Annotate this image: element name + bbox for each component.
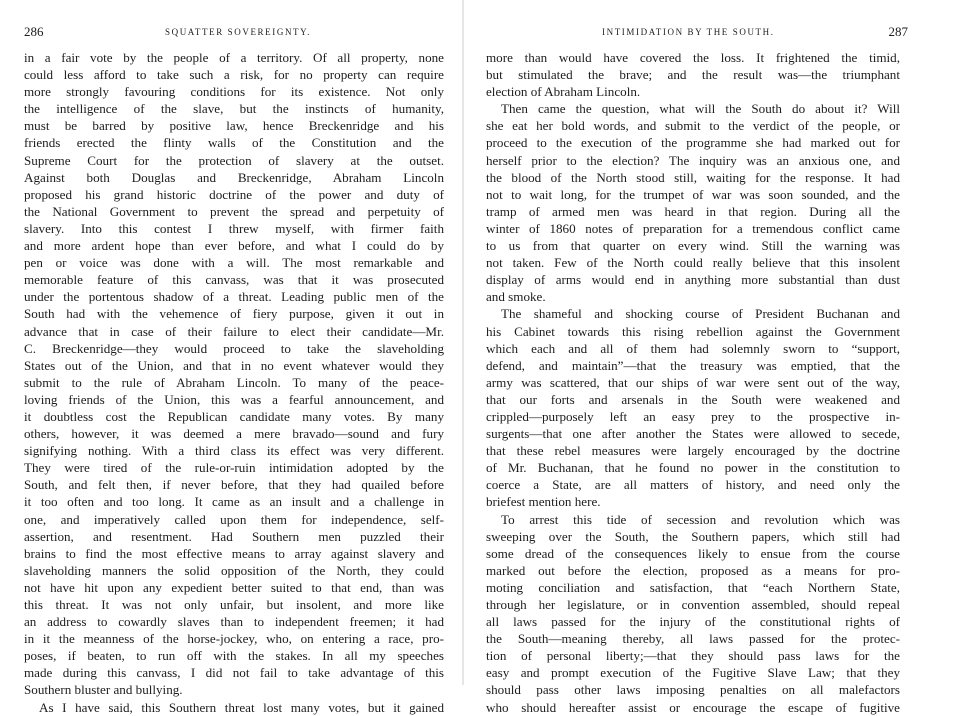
text-line: proceed to the execution of the programme she had marked out for: [486, 135, 900, 151]
text-line: that our forts and arsenals in the South were weakened and: [486, 391, 900, 407]
text-line: slavery. Into this contest I threw myself, with firmer faith: [24, 220, 444, 236]
left-page-number: 286: [24, 24, 44, 39]
text-line: in a fair vote by the people of a territory. Of all property, none: [24, 50, 444, 65]
text-line: Southern bluster and bullying.: [24, 682, 183, 698]
left-page-text: [24, 49, 444, 716]
text-line: it doubtless cost the Republican candidate many votes. By many: [24, 408, 444, 424]
text-line: poses, if beaten, to run off with the stakes. In all my speeches: [24, 648, 444, 664]
text-line: friends erected the flinty walls of the Constitution and the: [24, 135, 444, 151]
text-line: the South—meaning thereby, all laws passed for the protec-: [486, 631, 900, 647]
text-line: and more ardent hope than ever before, and what I could do by: [24, 238, 444, 254]
text-line: Against both Douglas and Breckenridge, Abraham Lincoln: [24, 169, 444, 185]
text-line: To arrest this tide of secession and revolution which was: [501, 511, 900, 527]
text-line: winter of 1860 notes of preparation for a tremendous conflict came: [486, 220, 900, 236]
text-line: some dread of the consequences likely to ensue from the course: [486, 545, 900, 561]
text-line: that these rebel measures were largely encouraged by the doctrine: [486, 443, 900, 459]
text-line: of Mr. Buchanan, that he found no power in the constitution to: [486, 460, 900, 476]
text-line: proposed his grand historic doctrine of the power and duty of: [24, 186, 444, 202]
text-line: one, and imperatively called upon them for independence, self-: [24, 511, 444, 527]
text-line: the National Government to prevent the spread and perpetuity of: [24, 203, 444, 219]
text-line: loving friends of the Union, this was a fearful announcement, and: [24, 391, 444, 407]
text-line: South, and felt then, if never before, that they had quailed before: [24, 477, 444, 493]
right-running-head: INTIMIDATION BY THE SOUTH.: [602, 27, 775, 37]
text-line: it too often and too long. It came as an insult and a challenge in: [24, 494, 444, 510]
text-line: assertion, and resentment. Had Southern men puzzled their: [24, 528, 444, 544]
text-line: advance that in case of their failure to elect their candidate—Mr.: [24, 323, 444, 339]
text-line: which each and all of them had solemnly sworn to “support,: [486, 340, 900, 356]
text-line: this threat. It was not only unfair, but insolent, and more like: [24, 597, 444, 612]
text-line: the intelligence of the slave, but the instincts of humanity,: [24, 101, 444, 117]
right-page: [486, 0, 908, 715]
right-page-number: 287: [888, 24, 908, 39]
text-line: tion of personal liberty;—that they should pass laws for the: [486, 648, 900, 664]
right-page-header: [486, 24, 908, 40]
left-page-header: [24, 24, 444, 40]
text-line: to us from that quarter on every wind. Still the warning was: [486, 238, 900, 254]
text-line: not have hit upon any expedient better suited to that end, than was: [24, 579, 444, 595]
text-line: brains to find the most effective means to array against slavery and: [24, 545, 444, 561]
text-line: in it the meanness of the horse-jockey, who, on entering a race, pro-: [24, 631, 444, 647]
text-line: pen or voice was done with a will. The most remarkable and: [24, 255, 444, 271]
text-line: submit to the rule of Abraham Lincoln. To many of the peace-: [24, 374, 444, 390]
text-line: his Cabinet towards this rising rebellion against the Government: [486, 323, 900, 339]
text-line: an address to cowardly slaves than to independent freemen; it had: [24, 614, 444, 630]
gutter: [462, 0, 464, 685]
text-line: coerce a State, are all matters of history, and need only the: [486, 477, 900, 493]
text-line: election of Abraham Lincoln.: [486, 84, 641, 100]
text-line: must be barred by positive law, hence Breckenridge and his: [24, 118, 444, 134]
text-line: all laws passed for the injury of the constitutional rights of: [486, 614, 900, 630]
text-line: signifying nothing. With a third class its effect was very different.: [24, 443, 444, 459]
text-line: sweeping over the South, the Southern papers, which still had: [486, 528, 900, 544]
text-line: moting conciliation and satisfaction, that “each Northern State,: [486, 579, 900, 595]
text-line: memorable feature of this canvass, was that it was prosecuted: [24, 272, 444, 288]
text-line: herself prior to the election? The inquiry was an anxious one, and: [486, 152, 900, 168]
text-line: not to wait long, for the trumpet of war was soon sounded, and the: [486, 186, 900, 202]
text-line: display of arms would end in anything more substantial than dust: [486, 272, 900, 288]
text-line: more than would have covered the loss. It frightened the timid,: [486, 50, 900, 65]
text-line: made during this canvass, I did not fail to take advantage of this: [24, 665, 444, 681]
text-line: South had with the vehemence of fiery purpose, given it out in: [24, 306, 444, 322]
text-line: should pass other laws imposing penalties on all malefactors: [486, 682, 900, 698]
text-line: Then came the question, what will the South do about it? Will: [501, 101, 900, 117]
text-line: As I have said, this Southern threat lost many votes, but it gained: [39, 699, 444, 715]
text-line: not taken. Few of the North could really believe that this insolent: [486, 255, 900, 271]
text-line: army was scattered, that our ships of war were sent out of the way,: [486, 374, 900, 390]
left-page: [24, 0, 444, 715]
text-line: under the portentous shadow of a threat. Leading public men of the: [24, 289, 444, 305]
text-line: crippled—purposely left an easy prey to the prospective in-: [486, 408, 900, 424]
text-line: The shameful and shocking course of President Buchanan and: [501, 306, 900, 322]
text-line: marked out before the election, proposed as a means for pro-: [486, 562, 900, 578]
text-line: she eat her bold words, and submit to the verdict of the people, or: [486, 118, 900, 134]
text-line: who should hereafter assist or encourage the escape of fugitive: [486, 699, 900, 715]
text-line: defend, and maintain”—that the treasury was emptied, that the: [486, 357, 900, 373]
text-line: and smoke.: [486, 289, 546, 305]
left-running-head: SQUATTER SOVEREIGNTY.: [165, 27, 311, 37]
text-line: slaveholding manners the solid opposition of the North, they could: [24, 562, 444, 578]
text-line: more strongly favouring conditions for its existence. Not only: [24, 84, 444, 100]
text-line: the blood of the North stood still, waiting for the response. It had: [486, 169, 900, 185]
text-line: easy and prompt execution of the Fugitive Slave Law; that they: [486, 665, 900, 681]
text-line: C. Breckenridge—they would proceed to take the slaveholding: [24, 340, 444, 356]
text-line: States out of the Union, and that in no event whatever would they: [24, 357, 444, 373]
text-line: but stimulated the brave; and the result was—the triumphant: [486, 67, 900, 83]
right-page-text: [486, 49, 900, 716]
text-line: briefest mention here.: [486, 494, 601, 510]
text-line: They were tired of the rule-or-ruin intimidation adopted by the: [24, 460, 444, 476]
text-line: others, however, it was deemed a mere bravado—sound and fury: [24, 426, 444, 442]
text-line: surgents—that one after another the States were allowed to secede,: [486, 426, 900, 442]
text-line: Supreme Court for the protection of slavery at the outset.: [24, 152, 444, 168]
text-line: through her legislature, or in convention assembled, should repeal: [486, 597, 900, 612]
text-line: tramp of armed men was heard in that region. During all the: [486, 203, 900, 219]
text-line: could less afford to take such a risk, for no property can require: [24, 67, 444, 83]
